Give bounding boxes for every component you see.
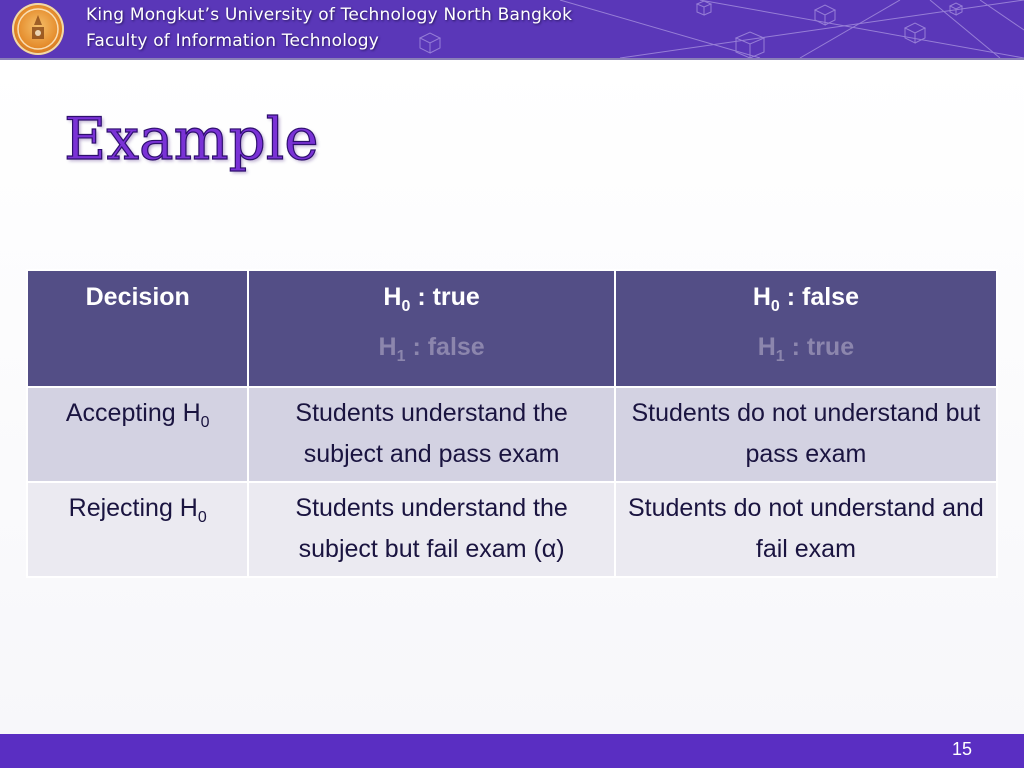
table-row-rejecting [27, 482, 997, 577]
h-symbol: H [383, 283, 402, 311]
header-h1-true-alt [622, 327, 990, 377]
h-rest: : true [784, 333, 855, 361]
slide-title: Example [64, 105, 319, 173]
header-decision-label: Decision [85, 283, 190, 311]
header-h0-true-main [383, 283, 480, 315]
header-h0-false [615, 270, 997, 387]
row-label-rejecting [27, 482, 248, 577]
row-label-accepting [27, 387, 248, 482]
table-row-accepting [27, 387, 997, 482]
h-rest: : false [779, 283, 859, 311]
slide-header [0, 0, 1024, 58]
cell-accept-true: Students understand the subject and pass exam [248, 387, 614, 482]
h-symbol: H [757, 333, 776, 361]
subscript: 0 [200, 414, 210, 431]
university-name: King Mongkut’s University of Technology North Bangkok [86, 5, 573, 25]
page-number: 15 [951, 739, 972, 759]
header-h0-true [248, 270, 614, 387]
header-h1-false-alt [255, 327, 607, 377]
university-seal-icon [12, 3, 64, 55]
subscript: 0 [401, 298, 411, 315]
cell-reject-false: Students do not understand and fail exam [615, 482, 997, 577]
subscript: 1 [396, 348, 406, 365]
row-label-text: Rejecting H [68, 494, 198, 522]
header-h0-false-main [752, 283, 859, 315]
h-rest: : true [410, 283, 480, 311]
slide-footer [0, 734, 1024, 768]
subscript: 0 [197, 509, 207, 526]
subscript: 1 [775, 348, 785, 365]
decision-table [26, 269, 998, 578]
h-symbol: H [378, 333, 397, 361]
cell-reject-true: Students understand the subject but fail exam (α) [248, 482, 614, 577]
header-decision [27, 270, 248, 387]
faculty-name: Faculty of Information Technology [86, 31, 380, 51]
subscript: 0 [770, 298, 780, 315]
h-symbol: H [752, 283, 771, 311]
cell-accept-false: Students do not understand but pass exam [615, 387, 997, 482]
table-header-row [27, 270, 997, 387]
h-rest: : false [405, 333, 485, 361]
row-label-text: Accepting H [65, 399, 201, 427]
